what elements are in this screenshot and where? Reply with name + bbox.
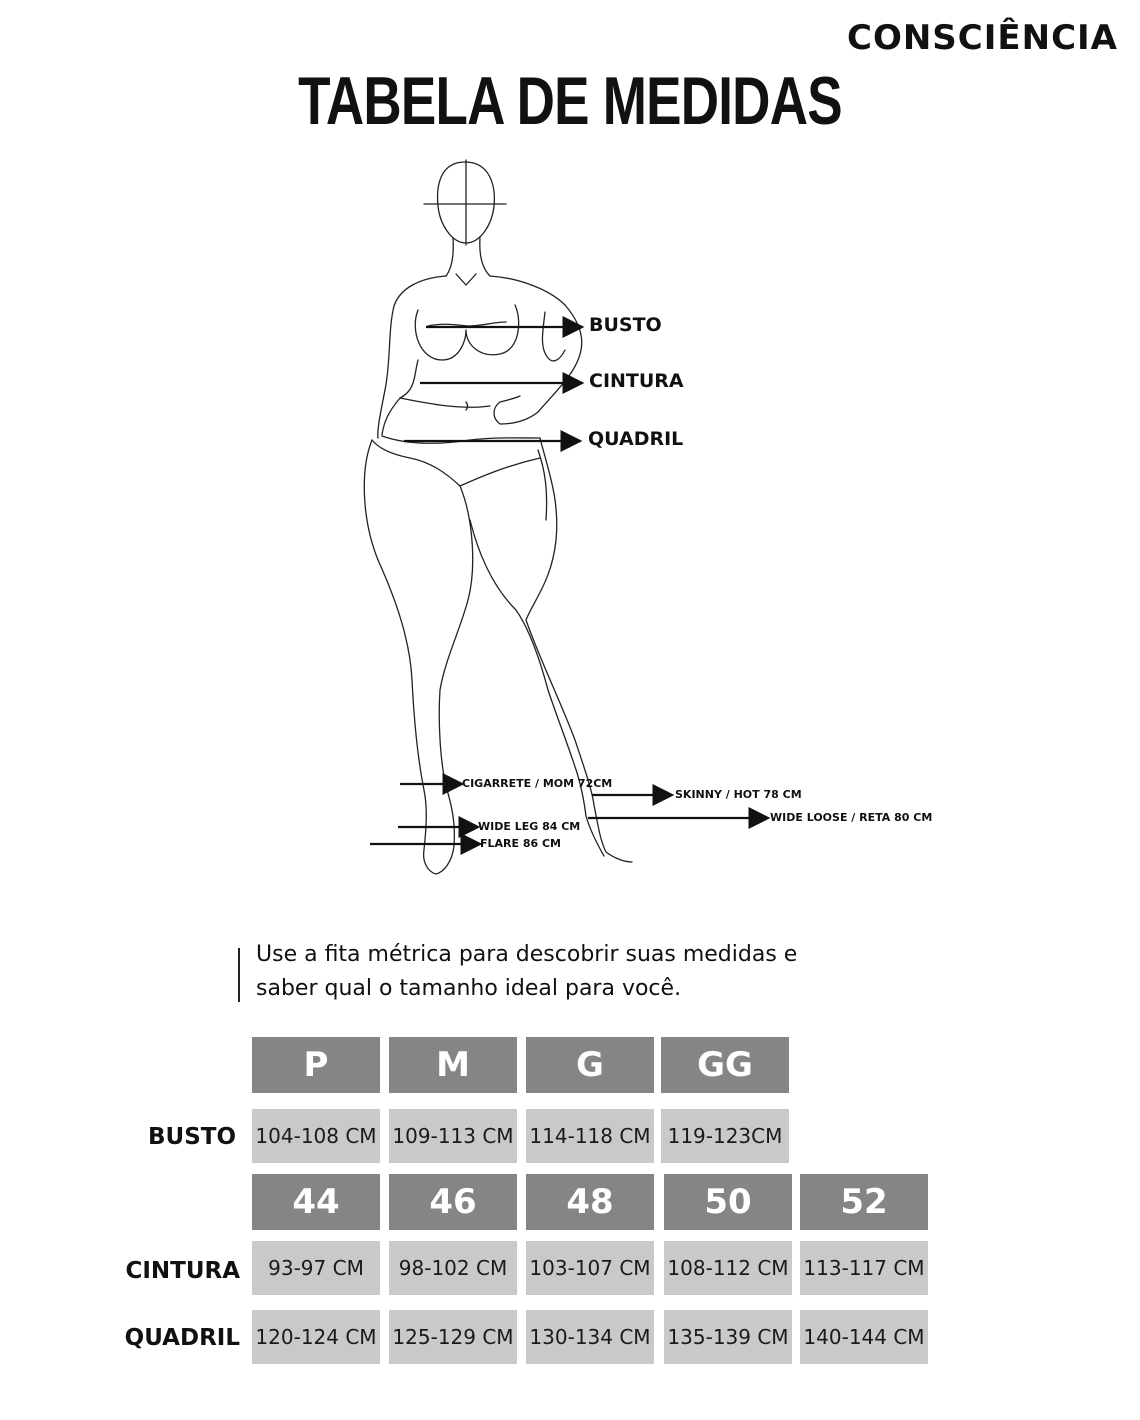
- quadril-value-50: 135-139 CM: [664, 1310, 792, 1364]
- quadril-value-46: 125-129 CM: [389, 1310, 517, 1364]
- wide-leg-label: WIDE LEG 84 CM: [478, 820, 581, 833]
- cintura-value-46: 98-102 CM: [389, 1241, 517, 1295]
- size-header-p: P: [252, 1037, 380, 1093]
- quadril-arrow-label: QUADRIL: [588, 428, 684, 450]
- intro-line-2: saber qual o tamanho ideal para você.: [256, 976, 682, 1001]
- size-header-44: 44: [252, 1174, 380, 1230]
- busto-arrow-label: BUSTO: [589, 314, 662, 336]
- busto-value-m: 109-113 CM: [389, 1109, 517, 1163]
- cintura-value-48: 103-107 CM: [526, 1241, 654, 1295]
- brand-logo: CONSCIÊNCIA: [847, 18, 1118, 58]
- intro-accent-bar: [238, 948, 240, 1002]
- cintura-value-44: 93-97 CM: [252, 1241, 380, 1295]
- busto-value-p: 104-108 CM: [252, 1109, 380, 1163]
- cigarrete-label: CIGARRETE / MOM 72CM: [462, 777, 613, 790]
- cintura-arrow-label: CINTURA: [589, 370, 684, 392]
- size-header-g: G: [526, 1037, 654, 1093]
- size-header-gg: GG: [661, 1037, 789, 1093]
- cintura-value-52: 113-117 CM: [800, 1241, 928, 1295]
- skinny-label: SKINNY / HOT 78 CM: [675, 788, 802, 801]
- row-label-quadril: QUADRIL: [124, 1325, 240, 1351]
- cintura-value-50: 108-112 CM: [664, 1241, 792, 1295]
- page-title: TABELA DE MEDIDAS: [298, 63, 842, 139]
- quadril-value-48: 130-134 CM: [526, 1310, 654, 1364]
- measure-arrows: [370, 327, 766, 844]
- quadril-value-52: 140-144 CM: [800, 1310, 928, 1364]
- size-header-50: 50: [664, 1174, 792, 1230]
- size-header-46: 46: [389, 1174, 517, 1230]
- flare-label: FLARE 86 CM: [480, 837, 562, 850]
- quadril-value-44: 120-124 CM: [252, 1310, 380, 1364]
- body-sketch: [364, 160, 632, 874]
- size-header-m: M: [389, 1037, 517, 1093]
- row-label-cintura: CINTURA: [125, 1258, 240, 1284]
- size-header-48: 48: [526, 1174, 654, 1230]
- busto-value-g: 114-118 CM: [526, 1109, 654, 1163]
- size-header-52: 52: [800, 1174, 928, 1230]
- intro-line-1: Use a fita métrica para descobrir suas medidas e: [256, 942, 798, 967]
- busto-value-gg: 119-123CM: [661, 1109, 789, 1163]
- row-label-busto: BUSTO: [147, 1124, 236, 1150]
- intro-text: [256, 938, 896, 1006]
- wide-loose-label: WIDE LOOSE / RETA 80 CM: [770, 811, 933, 824]
